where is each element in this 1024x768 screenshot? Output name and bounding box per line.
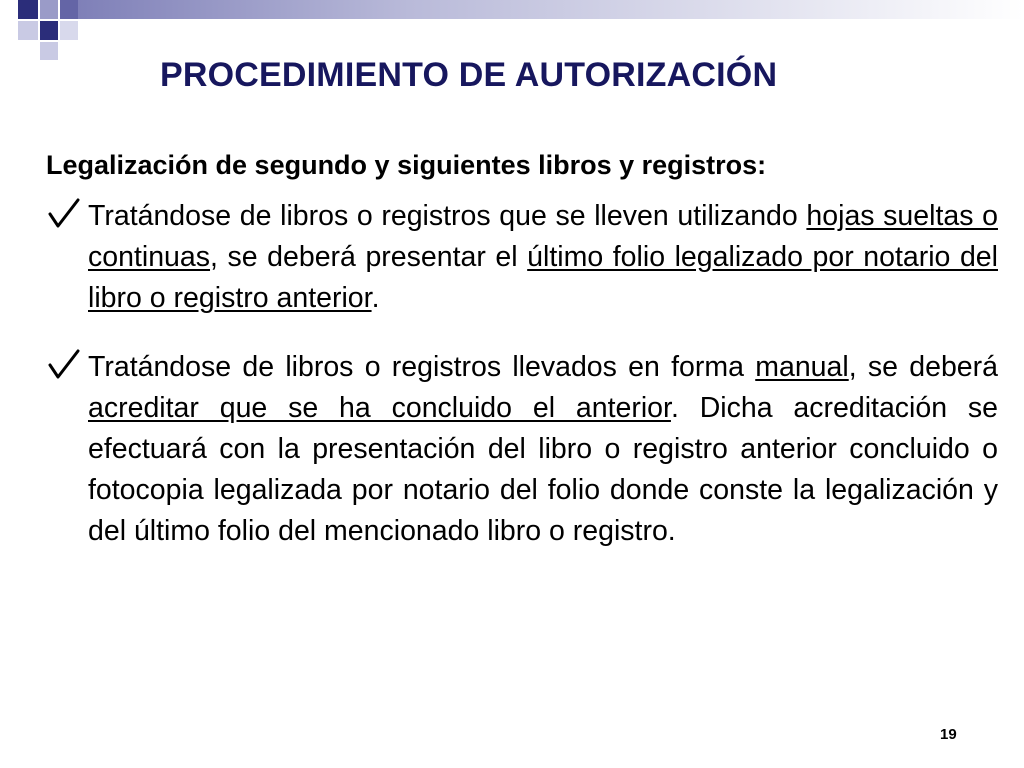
bullet-2-underlined-2: acreditar que se ha concluido el anterior	[88, 392, 671, 424]
bullet-1-underlined-2: último folio legalizado por notario del libro o registro anterior	[88, 241, 998, 314]
page-number: 19	[940, 726, 957, 743]
bullet-2-part-3: , se deberá	[848, 351, 998, 383]
decorative-squares	[0, 0, 1024, 60]
bullet-2-part-1: Tratándose de libros o registros llevados en forma	[88, 351, 756, 383]
bullet-1-part-1: Tratándose de libros o registros que se lleven utilizando	[88, 200, 807, 232]
bullet-1-underlined-1: hojas sueltas o continuas	[88, 200, 998, 273]
bullet-2-part-5: . Dicha acreditación se efectuará con la presentación del libro o registro anterior concluido o fotocopia legalizada por notario del folio donde conste la legalización y del último folio del mencionado libro o registro.	[88, 392, 999, 547]
bullet-1-part-5: .	[371, 282, 380, 314]
bullet-2-underlined-1: manual	[755, 351, 849, 383]
bullet-item-2	[46, 347, 998, 552]
bullet-1-part-3: , se deberá presentar el	[210, 241, 528, 273]
bullet-text-2	[88, 347, 998, 552]
slide-subtitle: Legalización de segundo y siguientes libros y registros:	[46, 150, 767, 180]
header-decoration	[0, 0, 1024, 60]
bullet-text-1	[88, 196, 998, 319]
slide-title: PROCEDIMIENTO DE AUTORIZACIÓN	[160, 56, 778, 94]
checkmark-icon	[46, 347, 82, 383]
checkmark-icon	[46, 196, 82, 232]
bullet-item-1	[46, 196, 998, 319]
